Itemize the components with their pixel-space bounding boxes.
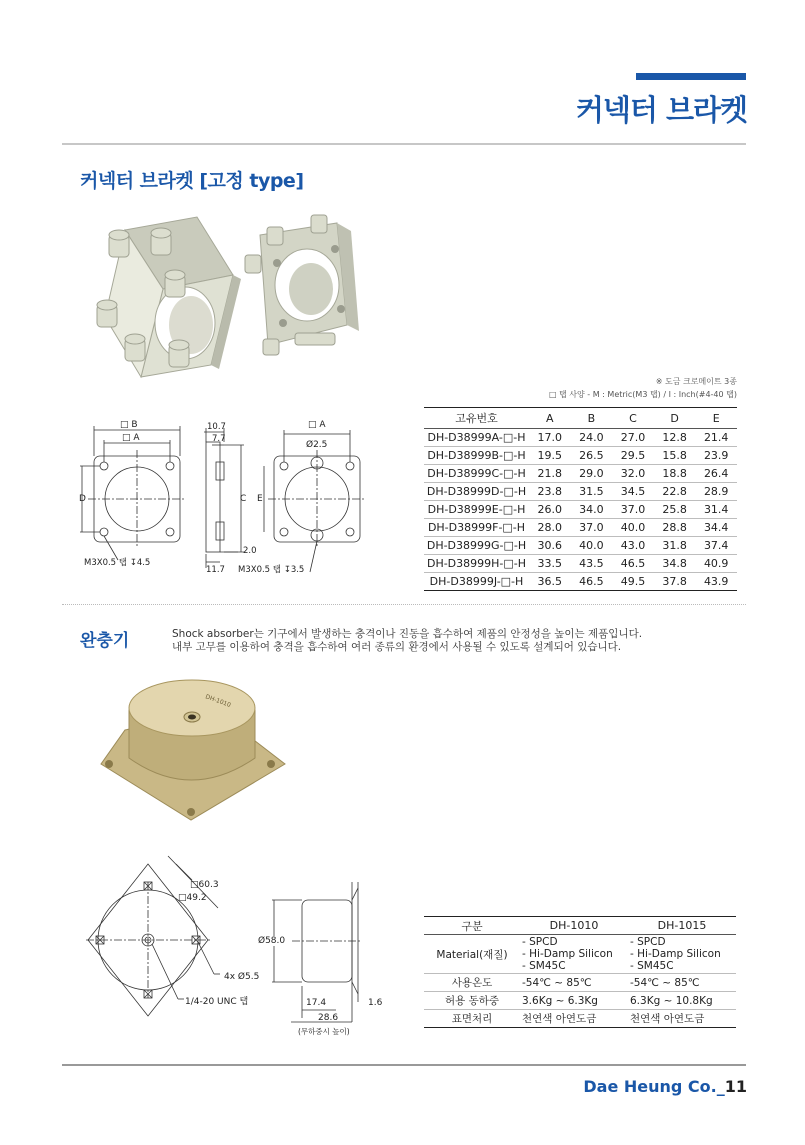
material-line: - Hi-Damp Silicon <box>522 948 613 960</box>
dimension-cell: 34.0 <box>571 501 613 519</box>
dimension-cell: 34.8 <box>654 555 696 573</box>
table-cell: 천연색 아연도금 <box>520 1010 628 1028</box>
dimension-cell: 29.5 <box>612 447 654 465</box>
dimension-cell: 31.8 <box>654 537 696 555</box>
bracket-spec-table <box>424 407 737 591</box>
page-title: 커넥터 브라켓 <box>575 93 747 127</box>
table-header-row <box>424 917 736 935</box>
dim-e: E <box>257 494 263 504</box>
dimension-cell: 37.4 <box>695 537 737 555</box>
material-line: - SPCD <box>630 936 666 948</box>
dim-2-0: 2.0 <box>243 546 257 556</box>
dimension-cell: 40.9 <box>695 555 737 573</box>
table-cell: 3.6Kg ~ 6.3Kg <box>520 992 628 1010</box>
table-row <box>424 429 737 447</box>
table-row <box>424 501 737 519</box>
col-header: C <box>612 408 654 429</box>
dimension-cell: 34.5 <box>612 483 654 501</box>
row-label: 표면처리 <box>424 1010 520 1028</box>
table-cell: -54℃ ~ 85℃ <box>520 974 628 992</box>
dim-hole: Ø2.5 <box>306 440 328 450</box>
dimension-cell: 22.8 <box>654 483 696 501</box>
dimension-cell: 23.9 <box>695 447 737 465</box>
description-line: Shock absorber는 기구에서 발생하는 충격이나 진동을 흡수하여 제품의 안정성을 높이는 제품입니다. <box>172 628 643 640</box>
dimension-cell: 15.8 <box>654 447 696 465</box>
company-name: Dae Heung Co._ <box>583 1077 725 1096</box>
dim-b: □ B <box>120 420 138 430</box>
table-cell: -54℃ ~ 85℃ <box>628 974 736 992</box>
dim-dia-58: Ø58.0 <box>258 936 286 946</box>
part-number-cell: DH-D38999B-□-H <box>424 447 529 465</box>
tap-label-front: M3X0.5 탭 ↧4.5 <box>84 558 151 568</box>
dimension-cell: 46.5 <box>571 573 613 591</box>
table-row <box>424 537 737 555</box>
table-header-row <box>424 408 737 429</box>
dimension-cell: 28.0 <box>529 519 571 537</box>
material-cell <box>520 935 628 974</box>
footer <box>583 1077 747 1096</box>
description-line: 내부 고무를 이용하여 충격을 흡수하여 여러 종류의 환경에서 사용될 수 있도록 설계되어 있습니다. <box>172 641 622 653</box>
dim-d: D <box>79 494 86 504</box>
section-title-bracket: 커넥터 브라켓 [고정 type] <box>80 170 304 192</box>
table-row <box>424 519 737 537</box>
part-number-cell: DH-D38999C-□-H <box>424 465 529 483</box>
table-row <box>424 483 737 501</box>
col-header: E <box>695 408 737 429</box>
dimension-cell: 24.0 <box>571 429 613 447</box>
dimension-cell: 17.0 <box>529 429 571 447</box>
dimension-cell: 21.4 <box>695 429 737 447</box>
bracket-back-view <box>245 215 359 355</box>
table-row <box>424 992 736 1010</box>
plating-note: ※ 도금 크로메이트 3종 <box>655 377 737 386</box>
dimension-cell: 43.5 <box>571 555 613 573</box>
col-header: A <box>529 408 571 429</box>
tap-spec-note: □ 탭 사양 - M : Metric(M3 탭) / I : Inch(#4-40 탭) <box>548 390 737 399</box>
row-label: 허용 동하중 <box>424 992 520 1010</box>
table-row <box>424 935 736 974</box>
dim-holes: 4x Ø5.5 <box>224 972 260 982</box>
section-title-absorber: 완충기 <box>80 631 130 651</box>
dim-10-7: 10.7 <box>207 422 226 432</box>
dimension-cell: 25.8 <box>654 501 696 519</box>
part-number-cell: DH-D38999E-□-H <box>424 501 529 519</box>
footer-divider <box>62 1064 746 1066</box>
product-marking: DH-1010 <box>204 693 232 709</box>
dim-17-4: 17.4 <box>306 998 327 1008</box>
material-cell <box>628 935 736 974</box>
absorber-technical-drawing <box>86 852 396 1042</box>
dimension-cell: 19.5 <box>529 447 571 465</box>
part-number-cell: DH-D38999J-□-H <box>424 573 529 591</box>
dimension-cell: 33.5 <box>529 555 571 573</box>
dimension-cell: 31.5 <box>571 483 613 501</box>
header-divider <box>62 143 746 145</box>
dimension-cell: 28.9 <box>695 483 737 501</box>
page-number: 11 <box>724 1077 747 1096</box>
dim-square-60-3: □60.3 <box>190 880 219 890</box>
col-header: B <box>571 408 613 429</box>
table-row <box>424 1010 736 1028</box>
part-number-cell: DH-D38999A-□-H <box>424 429 529 447</box>
dimension-cell: 36.5 <box>529 573 571 591</box>
col-header: DH-1010 <box>520 917 628 935</box>
absorber-spec-table <box>424 916 736 1028</box>
col-header: DH-1015 <box>628 917 736 935</box>
table-row <box>424 573 737 591</box>
dimension-cell: 12.8 <box>654 429 696 447</box>
col-header: D <box>654 408 696 429</box>
dimension-cell: 23.8 <box>529 483 571 501</box>
dimension-cell: 21.8 <box>529 465 571 483</box>
part-number-cell: DH-D38999G-□-H <box>424 537 529 555</box>
col-header: 구분 <box>424 917 520 935</box>
dimension-cell: 29.0 <box>571 465 613 483</box>
dim-7-7: 7.7 <box>212 434 226 444</box>
dimension-cell: 46.5 <box>612 555 654 573</box>
dim-28-6: 28.6 <box>318 1013 339 1023</box>
dimension-cell: 32.0 <box>612 465 654 483</box>
dim-unloaded-height: (무하중시 높이) <box>298 1027 350 1036</box>
dim-a: □ A <box>122 433 140 443</box>
table-row <box>424 974 736 992</box>
row-label: Material(재질) <box>424 935 520 974</box>
table-row <box>424 555 737 573</box>
absorber-description <box>172 628 732 654</box>
dimension-cell: 31.4 <box>695 501 737 519</box>
dimension-cell: 43.9 <box>695 573 737 591</box>
section-divider <box>62 604 746 605</box>
bracket-product-image <box>85 205 375 385</box>
absorber-product-image <box>95 672 295 832</box>
material-line: - SM45C <box>630 960 674 972</box>
material-line: - SM45C <box>522 960 566 972</box>
dimension-cell: 27.0 <box>612 429 654 447</box>
dim-right-a: □ A <box>308 420 326 430</box>
row-label: 사용온도 <box>424 974 520 992</box>
dimension-cell: 34.4 <box>695 519 737 537</box>
dimension-cell: 40.0 <box>612 519 654 537</box>
table-row <box>424 447 737 465</box>
dimension-cell: 37.0 <box>571 519 613 537</box>
dimension-cell: 37.0 <box>612 501 654 519</box>
dimension-cell: 18.8 <box>654 465 696 483</box>
table-cell: 6.3Kg ~ 10.8Kg <box>628 992 736 1010</box>
tap-label-right: M3X0.5 탭 ↧3.5 <box>238 565 305 575</box>
bracket-front-view <box>97 217 241 377</box>
table-cell: 천연색 아연도금 <box>628 1010 736 1028</box>
dimension-cell: 26.0 <box>529 501 571 519</box>
dimension-cell: 49.5 <box>612 573 654 591</box>
material-line: - SPCD <box>522 936 558 948</box>
col-header: 고유번호 <box>424 408 529 429</box>
dimension-cell: 28.8 <box>654 519 696 537</box>
header-accent-bar <box>636 73 746 80</box>
dimension-cell: 40.0 <box>571 537 613 555</box>
table-row <box>424 465 737 483</box>
dim-1-6: 1.6 <box>368 998 383 1008</box>
dimension-cell: 37.8 <box>654 573 696 591</box>
dimension-cell: 43.0 <box>612 537 654 555</box>
dim-square-49-2: □49.2 <box>178 893 207 903</box>
dim-unc-tap: 1/4-20 UNC 탭 <box>185 997 249 1007</box>
dimension-cell: 26.5 <box>571 447 613 465</box>
dimension-cell: 30.6 <box>529 537 571 555</box>
dim-11-7: 11.7 <box>206 565 225 575</box>
dimension-cell: 26.4 <box>695 465 737 483</box>
dim-c: C <box>240 494 247 504</box>
part-number-cell: DH-D38999F-□-H <box>424 519 529 537</box>
material-line: - Hi-Damp Silicon <box>630 948 721 960</box>
part-number-cell: DH-D38999D-□-H <box>424 483 529 501</box>
part-number-cell: DH-D38999H-□-H <box>424 555 529 573</box>
